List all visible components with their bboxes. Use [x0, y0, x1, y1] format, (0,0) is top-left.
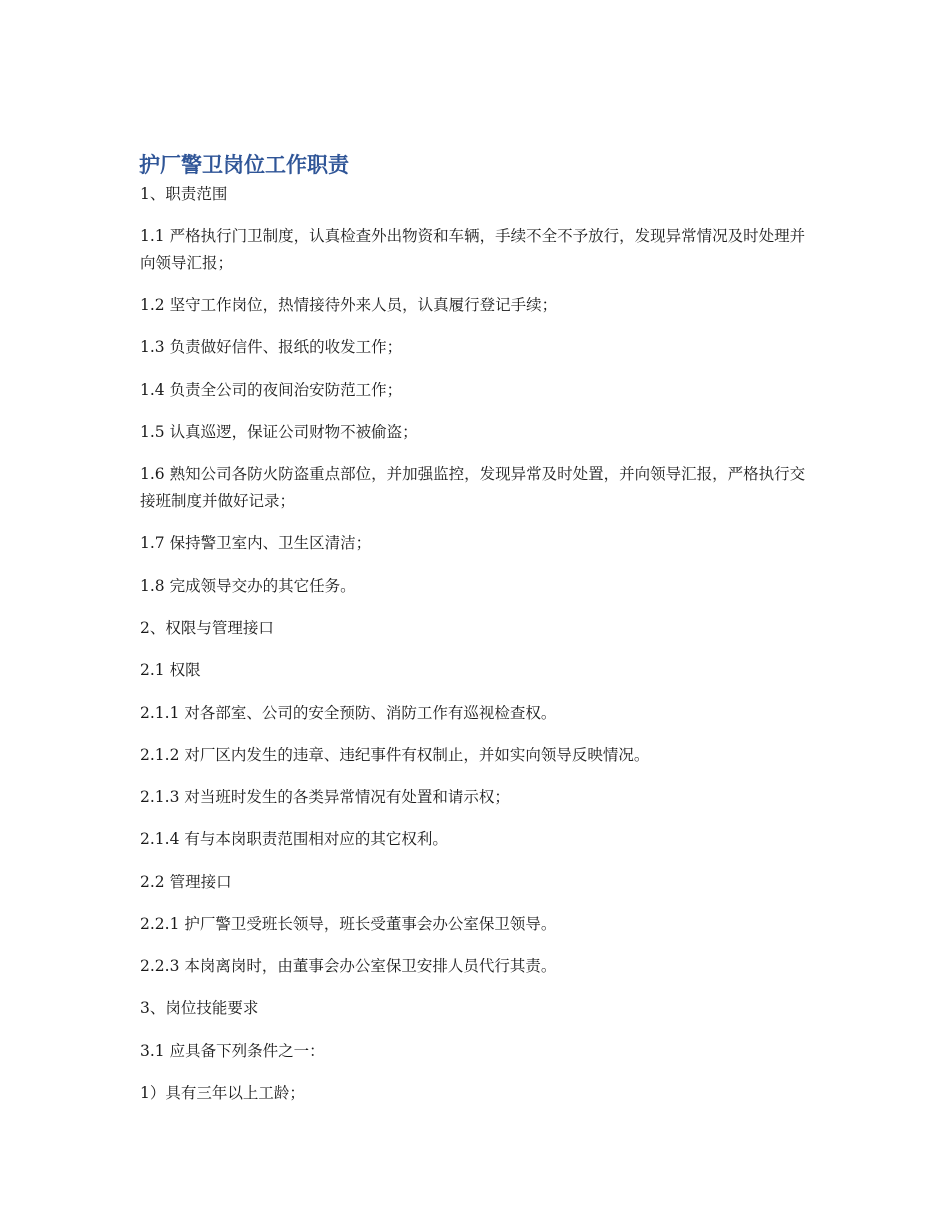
paragraph-2-1-4: 2.1.4 有与本岗职责范围相对应的其它权利。	[140, 830, 448, 848]
paragraph-2-2-1: 2.2.1 护厂警卫受班长领导，班长受董事会办公室保卫领导。	[140, 915, 557, 933]
subsection-heading-2-2: 2.2 管理接口	[140, 873, 232, 891]
subsection-heading-2-1: 2.1 权限	[140, 661, 201, 679]
paragraph-2-2-3: 2.2.3 本岗离岗时，由董事会办公室保卫安排人员代行其责。	[140, 957, 557, 975]
paragraph-1-2: 1.2 坚守工作岗位，热情接待外来人员，认真履行登记手续；	[140, 296, 558, 314]
document-title: 护厂警卫岗位工作职责	[139, 153, 349, 177]
section-heading-responsibility-scope: 1、职责范围	[140, 185, 228, 203]
paragraph-1-1: 1.1 严格执行门卫制度，认真检查外出物资和车辆，手续不全不予放行，发现异常情况及时处理并向领导汇报；	[140, 227, 806, 272]
paragraph-2-1-3: 2.1.3 对当班时发生的各类异常情况有处置和请示权；	[140, 788, 510, 806]
list-item-1: 1）具有三年以上工龄；	[140, 1084, 305, 1102]
paragraph-1-5: 1.5 认真巡逻，保证公司财物不被偷盗；	[140, 423, 418, 441]
paragraph-1-7: 1.7 保持警卫室内、卫生区清洁；	[140, 534, 372, 552]
paragraph-2-1-1: 2.1.1 对各部室、公司的安全预防、消防工作有巡视检查权。	[140, 704, 557, 722]
paragraph-1-8: 1.8 完成领导交办的其它任务。	[140, 577, 356, 595]
section-heading-authority-interface: 2、权限与管理接口	[140, 619, 274, 637]
paragraph-1-3: 1.3 负责做好信件、报纸的收发工作；	[140, 338, 403, 356]
paragraph-1-6: 1.6 熟知公司各防火防盗重点部位，并加强监控，发现异常及时处置，并向领导汇报，严格执行交接班制度并做好记录；	[140, 465, 806, 510]
section-heading-skill-requirements: 3、岗位技能要求	[140, 999, 259, 1017]
paragraph-3-1: 3.1 应具备下列条件之一：	[140, 1042, 325, 1060]
paragraph-1-4: 1.4 负责全公司的夜间治安防范工作；	[140, 381, 403, 399]
paragraph-2-1-2: 2.1.2 对厂区内发生的违章、违纪事件有权制止，并如实向领导反映情况。	[140, 746, 650, 764]
